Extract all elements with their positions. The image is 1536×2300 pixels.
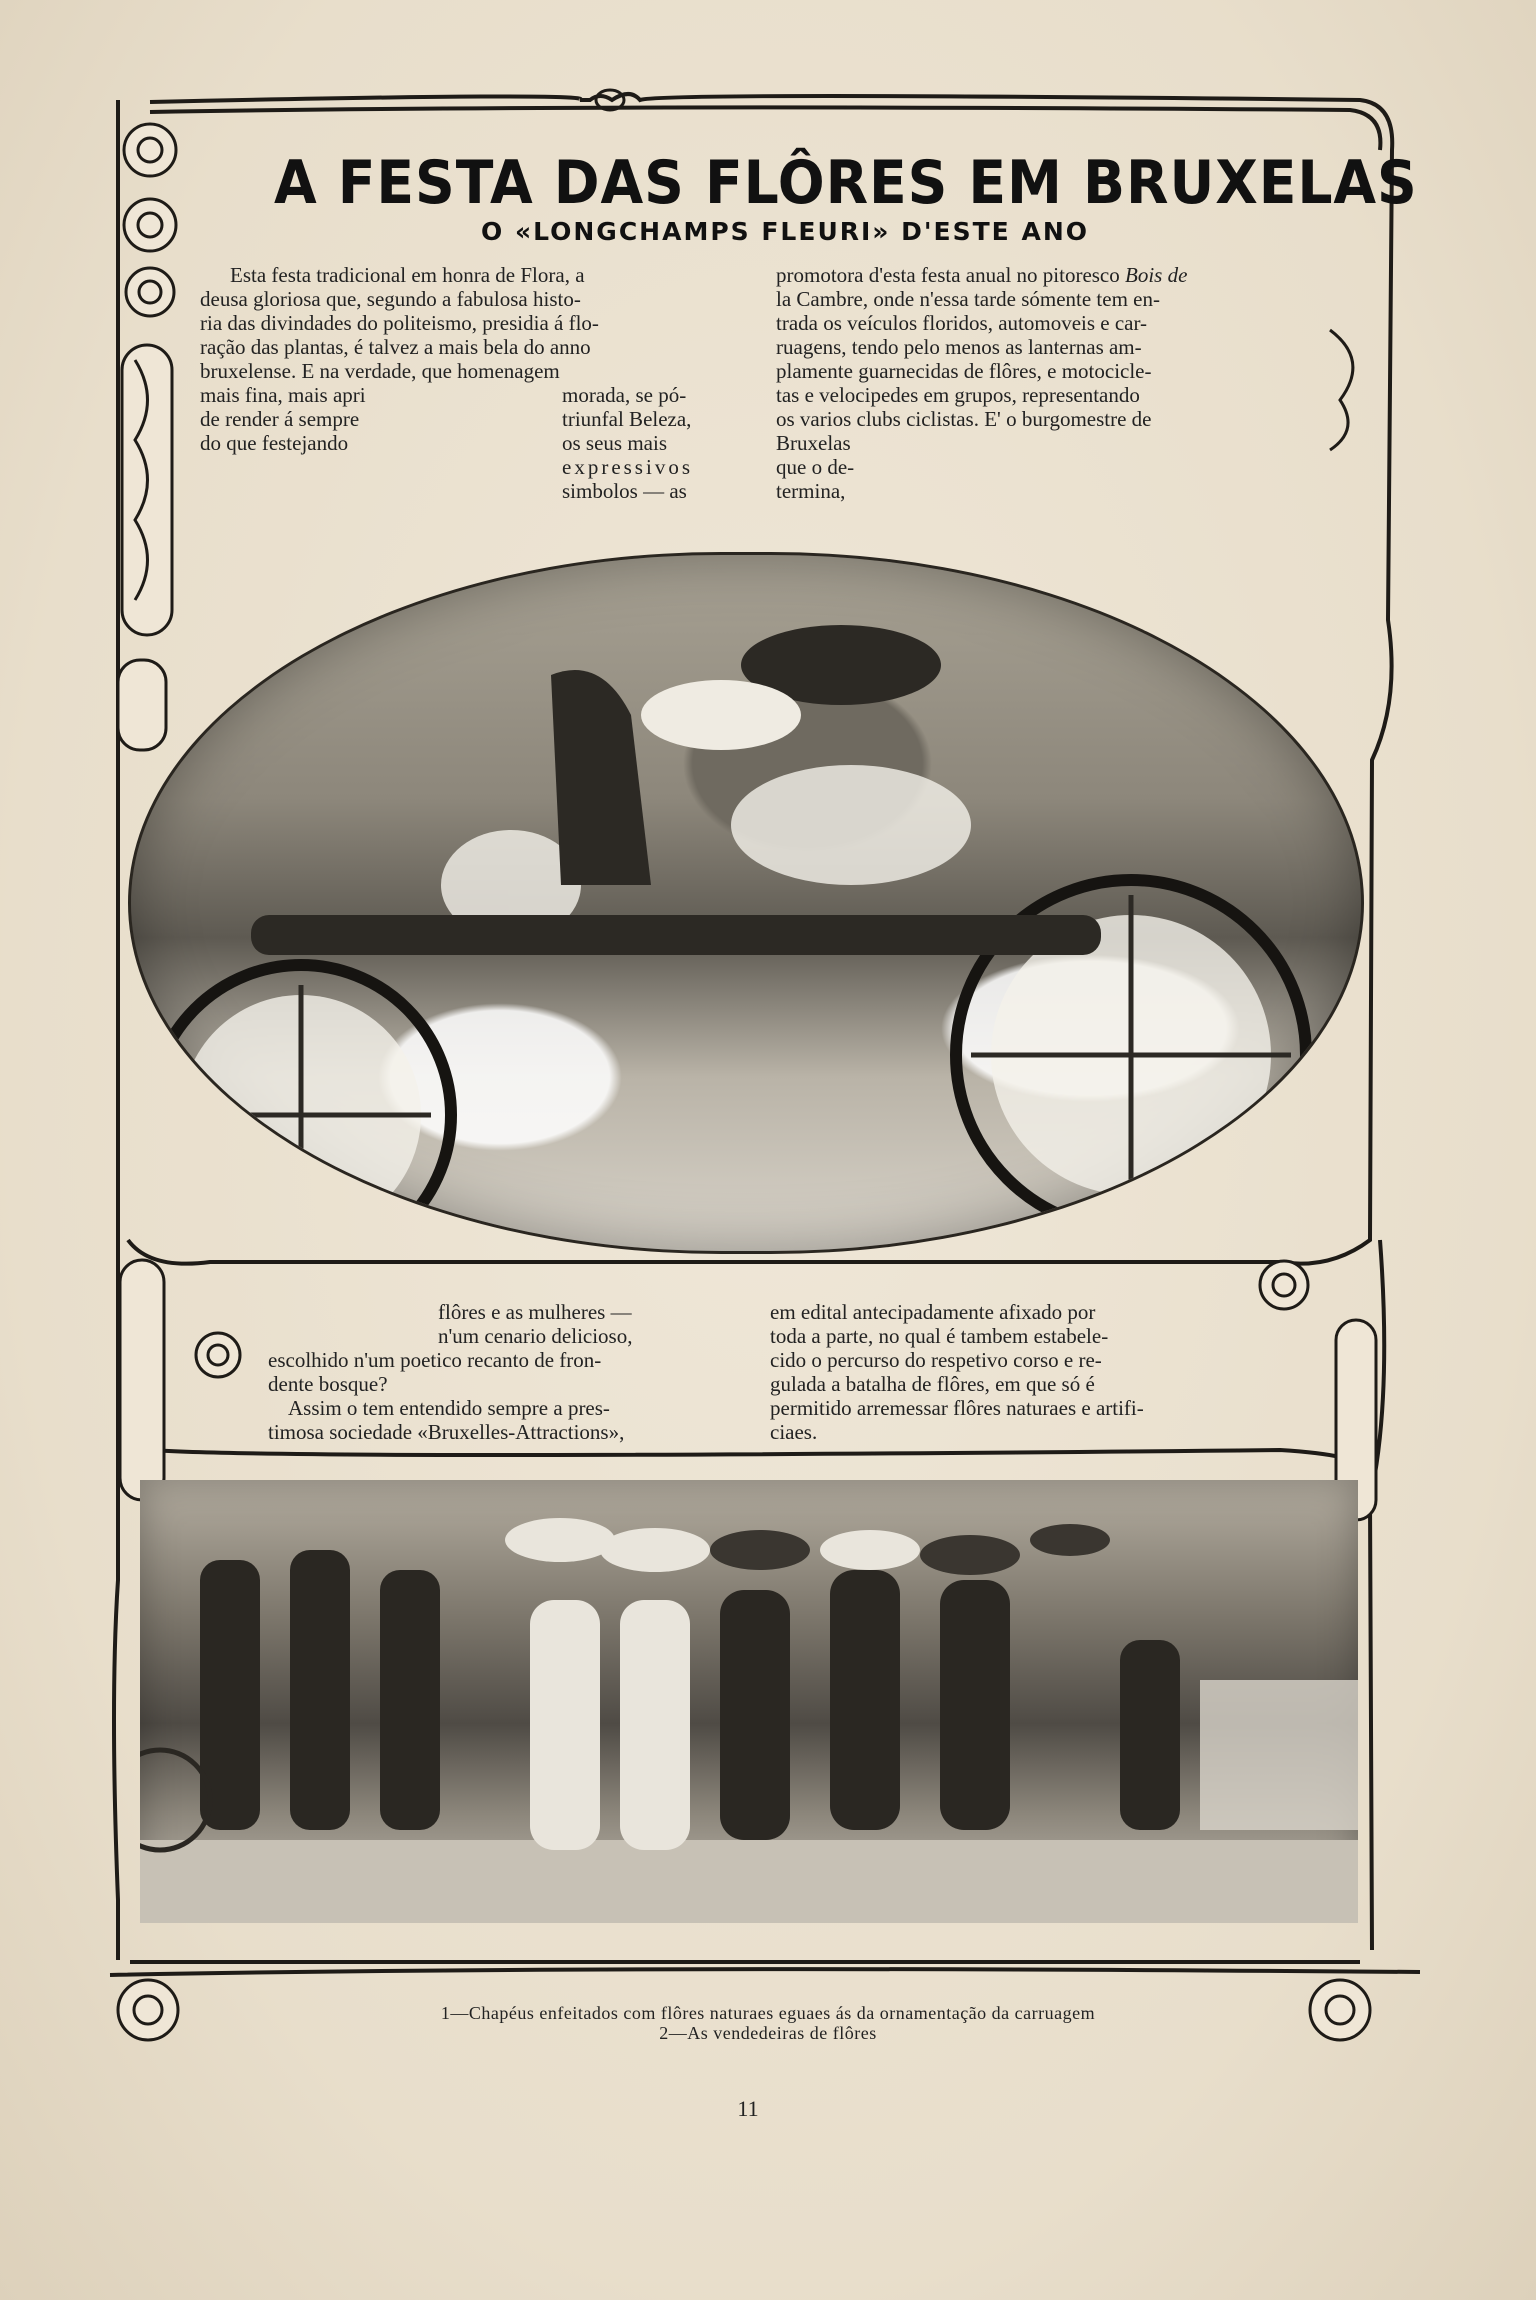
text-line: timosa sociedade «Bruxelles-Attractions», — [268, 1420, 625, 1444]
caption-line-1: 1—Chapéus enfeitados com flôres naturaes eguaes ás da ornamentação da carruagem — [440, 2003, 1096, 2023]
text-line: termina, — [776, 479, 846, 503]
text-line: os varios clubs ciclistas. E' o burgomestre de — [776, 407, 1152, 431]
text-line: bruxelense. E na verdade, que homenagem — [200, 359, 560, 383]
text-line: morada, se pó- — [562, 383, 687, 407]
flower-sellers-illustration — [140, 1480, 1358, 1923]
text-line: em edital antecipadamente afixado por — [770, 1300, 1096, 1324]
top-left-column — [200, 263, 730, 383]
text-line: cido o percurso do respetivo corso e re- — [770, 1348, 1102, 1372]
text-line — [776, 263, 1306, 287]
text-line: ciaes. — [770, 1420, 818, 1444]
text-line: gulada a batalha de flôres, em que só é — [770, 1372, 1095, 1396]
text-line: que o de- — [776, 455, 855, 479]
text-line: toda a parte, no qual é tambem estabele- — [770, 1324, 1109, 1348]
text-line: la Cambre, onde n'essa tarde sómente tem en- — [776, 287, 1160, 311]
text-line: permitido arremessar flôres naturaes e artifi- — [770, 1396, 1144, 1420]
text-line: trada os veículos floridos, automoveis e car- — [776, 311, 1148, 335]
top-left-column-indented — [200, 383, 430, 455]
text-line: n'um cenario delicioso, — [438, 1324, 633, 1348]
top-right-column — [776, 263, 1306, 503]
text-line: Esta festa tradicional em honra de Flora, a — [230, 263, 585, 287]
text-line: Bruxelas — [776, 431, 851, 455]
caption-line-2: 2—As vendedeiras de flôres — [659, 2023, 877, 2043]
text-line: triunfal Beleza, — [562, 407, 692, 431]
bottom-right-column — [770, 1300, 1240, 1444]
text-line: expressivos — [562, 455, 693, 479]
text-line: flôres e as mulheres — — [438, 1300, 632, 1324]
text-line: Assim o tem entendido sempre a pres- — [288, 1396, 610, 1420]
text-line: dente bosque? — [268, 1372, 388, 1396]
place-name: Bois de — [1125, 263, 1188, 287]
carriage-photo — [128, 552, 1364, 1254]
text-line: de render á sempre — [200, 407, 360, 431]
carriage-illustration — [131, 555, 1361, 1251]
text-line: os seus mais — [562, 431, 667, 455]
text-line: escolhido n'um poetico recanto de fron- — [268, 1348, 602, 1372]
text-line: simbolos — as — [562, 479, 687, 503]
text-line: ração das plantas, é talvez a mais bela do anno — [200, 335, 591, 359]
text-line: mais fina, mais apri — [200, 383, 366, 407]
text-line: do que festejando — [200, 431, 349, 455]
flower-sellers-photo — [140, 1480, 1358, 1923]
text-line: deusa gloriosa que, segundo a fabulosa histo- — [200, 287, 581, 311]
page-number: 11 — [737, 2096, 759, 2121]
top-left-column-right-part — [562, 383, 730, 503]
article-title: A FESTA DAS FLÔRES EM BRUXELAS — [274, 148, 1418, 218]
text-line: ria das divindades do politeismo, presidia á flo- — [200, 311, 599, 335]
text-line: tas e velocipedes em grupos, representando — [776, 383, 1140, 407]
article-subtitle: O «LONGCHAMPS FLEURI» D'ESTE ANO — [480, 217, 1089, 246]
text-line: ruagens, tendo pelo menos as lanternas am- — [776, 335, 1142, 359]
bottom-left-column — [268, 1300, 720, 1444]
text-line: plamente guarnecidas de flôres, e motocicle- — [776, 359, 1152, 383]
text-segment: promotora d'esta festa anual no pitoresco — [776, 263, 1120, 287]
